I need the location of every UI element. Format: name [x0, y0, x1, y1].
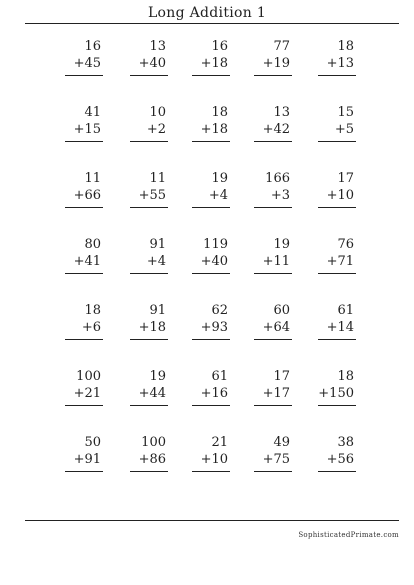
- answer-line: [192, 75, 230, 76]
- addition-problem: [192, 38, 230, 86]
- addition-problem: [65, 38, 103, 86]
- addition-problem: [254, 170, 292, 218]
- addend-top: 13: [273, 105, 290, 120]
- addend-bottom: +40: [138, 56, 166, 71]
- addend-top: 19: [273, 237, 290, 252]
- addend-top: 16: [211, 39, 228, 54]
- addend-top: 17: [273, 369, 290, 384]
- addend-bottom: +3: [270, 188, 290, 203]
- addend-bottom: +13: [326, 56, 354, 71]
- answer-line: [318, 75, 356, 76]
- addition-problem: [318, 302, 356, 350]
- addend-top: 76: [337, 237, 354, 252]
- addend-bottom: +18: [200, 122, 228, 137]
- addition-problem: [130, 170, 168, 218]
- addend-bottom: +56: [326, 452, 354, 467]
- addend-bottom: +18: [138, 320, 166, 335]
- addend-top: 166: [265, 171, 290, 186]
- addition-problem: [254, 38, 292, 86]
- addition-problem: [65, 170, 103, 218]
- addend-top: 16: [84, 39, 101, 54]
- addend-bottom: +91: [73, 452, 101, 467]
- answer-line: [192, 339, 230, 340]
- addend-top: 13: [149, 39, 166, 54]
- addition-problem: [65, 434, 103, 482]
- answer-line: [65, 75, 103, 76]
- addition-problem: [318, 38, 356, 86]
- addition-problem: [318, 368, 356, 416]
- addend-bottom: +2: [146, 122, 166, 137]
- addend-top: 91: [149, 237, 166, 252]
- answer-line: [65, 339, 103, 340]
- addition-problem: [254, 236, 292, 284]
- addition-problem: [192, 368, 230, 416]
- answer-line: [254, 75, 292, 76]
- answer-line: [318, 339, 356, 340]
- answer-line: [318, 141, 356, 142]
- addend-bottom: +150: [318, 386, 354, 401]
- answer-line: [318, 273, 356, 274]
- addend-top: 61: [337, 303, 354, 318]
- addend-top: 77: [273, 39, 290, 54]
- addend-bottom: +17: [262, 386, 290, 401]
- addend-top: 18: [211, 105, 228, 120]
- header-rule: [25, 23, 399, 24]
- answer-line: [192, 273, 230, 274]
- addition-problem: [254, 368, 292, 416]
- addition-problem: [192, 434, 230, 482]
- addend-bottom: +15: [73, 122, 101, 137]
- addend-top: 21: [211, 435, 228, 450]
- addend-top: 50: [84, 435, 101, 450]
- answer-line: [130, 405, 168, 406]
- addend-bottom: +42: [262, 122, 290, 137]
- addend-top: 91: [149, 303, 166, 318]
- addend-bottom: +44: [138, 386, 166, 401]
- answer-line: [65, 405, 103, 406]
- footer-credit: SophisticatedPrimate.com: [298, 531, 399, 539]
- addend-top: 18: [337, 369, 354, 384]
- answer-line: [254, 471, 292, 472]
- addend-bottom: +11: [262, 254, 290, 269]
- addend-bottom: +64: [262, 320, 290, 335]
- answer-line: [318, 471, 356, 472]
- addend-bottom: +6: [81, 320, 101, 335]
- addend-top: 11: [84, 171, 101, 186]
- addend-top: 62: [211, 303, 228, 318]
- addend-top: 11: [149, 171, 166, 186]
- addend-top: 19: [149, 369, 166, 384]
- addend-bottom: +21: [73, 386, 101, 401]
- answer-line: [254, 273, 292, 274]
- answer-line: [130, 471, 168, 472]
- addend-bottom: +75: [262, 452, 290, 467]
- addition-problem: [192, 170, 230, 218]
- addition-problem: [130, 38, 168, 86]
- answer-line: [254, 207, 292, 208]
- addend-bottom: +86: [138, 452, 166, 467]
- answer-line: [130, 273, 168, 274]
- addition-problem: [65, 236, 103, 284]
- answer-line: [65, 141, 103, 142]
- addend-top: 49: [273, 435, 290, 450]
- answer-line: [65, 207, 103, 208]
- addend-top: 17: [337, 171, 354, 186]
- answer-line: [130, 75, 168, 76]
- answer-line: [65, 471, 103, 472]
- addend-bottom: +40: [200, 254, 228, 269]
- page-title: Long Addition 1: [147, 5, 267, 21]
- answer-line: [318, 207, 356, 208]
- addend-top: 100: [141, 435, 166, 450]
- footer-rule: [25, 520, 399, 521]
- answer-line: [192, 207, 230, 208]
- addend-bottom: +19: [262, 56, 290, 71]
- addition-problem: [130, 368, 168, 416]
- addend-bottom: +10: [200, 452, 228, 467]
- addend-bottom: +4: [208, 188, 228, 203]
- answer-line: [65, 273, 103, 274]
- answer-line: [130, 141, 168, 142]
- addend-bottom: +71: [326, 254, 354, 269]
- addend-bottom: +93: [200, 320, 228, 335]
- addition-problem: [130, 302, 168, 350]
- answer-line: [254, 405, 292, 406]
- addend-top: 100: [76, 369, 101, 384]
- addition-problem: [192, 302, 230, 350]
- addition-problem: [318, 434, 356, 482]
- addend-bottom: +16: [200, 386, 228, 401]
- addend-bottom: +18: [200, 56, 228, 71]
- addend-bottom: +14: [326, 320, 354, 335]
- addend-top: 119: [203, 237, 228, 252]
- addend-top: 38: [337, 435, 354, 450]
- addend-bottom: +45: [73, 56, 101, 71]
- addition-problem: [254, 104, 292, 152]
- addend-top: 18: [84, 303, 101, 318]
- addend-top: 18: [337, 39, 354, 54]
- addition-problem: [65, 302, 103, 350]
- answer-line: [254, 339, 292, 340]
- addition-problem: [254, 434, 292, 482]
- answer-line: [318, 405, 356, 406]
- addend-bottom: +10: [326, 188, 354, 203]
- addition-problem: [192, 104, 230, 152]
- addend-bottom: +41: [73, 254, 101, 269]
- addition-problem: [192, 236, 230, 284]
- addend-bottom: +4: [146, 254, 166, 269]
- addition-problem: [65, 104, 103, 152]
- answer-line: [192, 471, 230, 472]
- answer-line: [130, 207, 168, 208]
- addend-top: 41: [84, 105, 101, 120]
- answer-line: [130, 339, 168, 340]
- addend-top: 60: [273, 303, 290, 318]
- addend-top: 19: [211, 171, 228, 186]
- answer-line: [192, 141, 230, 142]
- addition-problem: [65, 368, 103, 416]
- addition-problem: [130, 434, 168, 482]
- addition-problem: [130, 236, 168, 284]
- addition-problem: [318, 236, 356, 284]
- addend-top: 61: [211, 369, 228, 384]
- addend-top: 15: [337, 105, 354, 120]
- addend-bottom: +5: [334, 122, 354, 137]
- addend-top: 80: [84, 237, 101, 252]
- addition-problem: [318, 104, 356, 152]
- answer-line: [192, 405, 230, 406]
- addend-bottom: +66: [73, 188, 101, 203]
- addend-bottom: +55: [138, 188, 166, 203]
- addition-problem: [254, 302, 292, 350]
- addition-problem: [130, 104, 168, 152]
- addend-top: 10: [149, 105, 166, 120]
- answer-line: [254, 141, 292, 142]
- addition-problem: [318, 170, 356, 218]
